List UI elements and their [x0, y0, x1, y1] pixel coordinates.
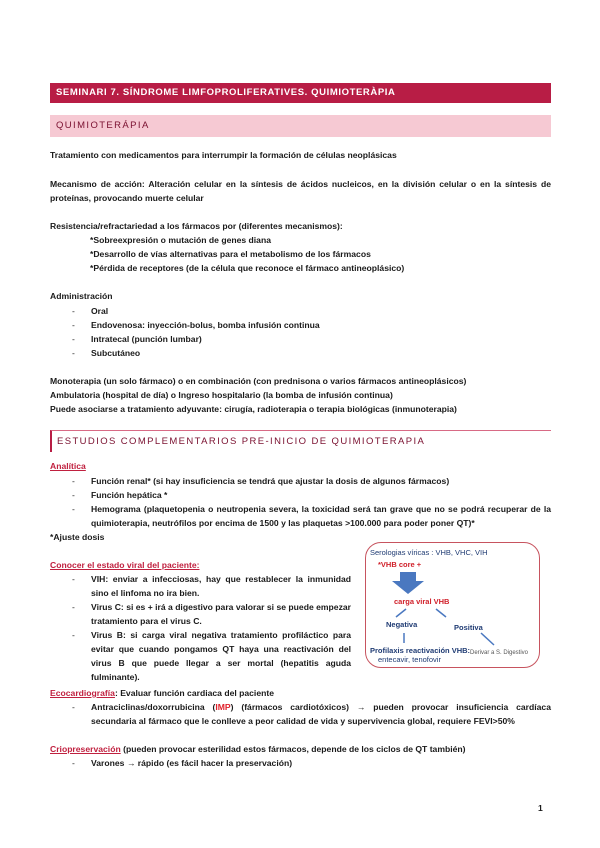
eco-line	[50, 686, 274, 700]
list-item: Función hepática *	[91, 490, 168, 500]
list-item: Endovenosa: inyección-bolus, bomba infusión continua	[91, 320, 320, 330]
mecanismo-text: Mecanismo de acción: Alteración celular en la síntesis de ácidos nucleicos, en la división celular o en la síntesis de proteínas, provocando muerte celular	[50, 179, 551, 203]
eco-heading: Ecocardiografía	[50, 688, 115, 698]
bullet-dash: -	[72, 348, 75, 358]
bullet-dash: -	[72, 630, 75, 640]
intro-text: Tratamiento con medicamentos para interrumpir la formación de células neoplásicas	[50, 150, 397, 160]
bullet-dash: -	[72, 602, 75, 612]
crio-line	[50, 742, 466, 756]
diagram-serologias: Serologias víricas : VHB, VHC, VIH	[370, 548, 488, 557]
diagram-drugs: entecavir, tenofovir	[378, 655, 441, 664]
bullet-dash: -	[72, 702, 75, 712]
bullet-dash: -	[72, 320, 75, 330]
diagram-derivar: Derivar a S. Digestivo	[470, 650, 529, 656]
bullet-dash: -	[72, 490, 75, 500]
eco-item-pre: Antraciclinas/doxorrubicina (	[91, 702, 216, 712]
list-item	[91, 700, 551, 728]
bullet-dash: -	[72, 574, 75, 584]
list-item: VIH: enviar a infecciosas, hay que restablecer la inmunidad sino el linfoma no ira bien.	[91, 574, 351, 598]
diagram-core: *VHB core +	[378, 560, 422, 569]
administracion-heading: Administración	[50, 291, 113, 301]
ajuste-note: *Ajuste dosis	[50, 532, 105, 542]
diagram-carga: carga viral VHB	[394, 597, 450, 606]
crio-heading: Criopreservación	[50, 744, 121, 754]
diagram-positiva: Positiva	[454, 623, 483, 632]
resistencia-item: *Desarrollo de vías alternativas para el metabolismo de los fármacos	[90, 249, 371, 259]
page-title: SEMINARI 7. SÍNDROME LIMFOPROLIFERATIVES. QUIMIOTERÀPIA	[50, 83, 551, 103]
adyuvante-text: Puede asociarse a tratamiento adyuvante: cirugía, radioterapia o terapia biológicas (inmunoterapia)	[50, 404, 457, 414]
eco-item-post: ) (fármacos cardiotóxicos) → pueden provocar insuficiencia cardíaca secundaria al fármaco que le conlleve a peor calidad de vida y supervivencia global, requiere FEVI>50%	[91, 702, 551, 726]
page-number: 1	[538, 803, 543, 813]
monoterapia-text: Monoterapia (un solo fármaco) o en combinación (con prednisona o varios fármacos antineoplásicos)	[50, 376, 467, 386]
list-item: Virus B: si carga viral negativa tratamiento profiláctico para evitar que cuando pongamos QT haya una reactivación del virus B que puede llegar a ser mortal (hepatitis aguda fulminante).	[91, 630, 351, 682]
list-item: Intratecal (punción lumbar)	[91, 334, 202, 344]
section-heading-estudios: ESTUDIOS COMPLEMENTARIOS PRE-INICIO DE QUIMIOTERAPIA	[50, 430, 551, 452]
resistencia-item: *Sobreexpresión o mutación de genes diana	[90, 235, 271, 245]
imp-tag: IMP	[215, 702, 231, 712]
list-item: Hemograma (plaquetopenia o neutropenia severa, la toxicidad será tan grave que no se podrá recuperar de la quimioterapia, neutrófilos por encima de 1500 y las plaquetas >100.000 para poder poner QT)*	[91, 504, 551, 528]
list-item: Subcutáneo	[91, 348, 141, 358]
bullet-dash: -	[72, 758, 75, 768]
diagram-negativa: Negativa	[386, 620, 418, 629]
bullet-dash: -	[72, 476, 75, 486]
viral-heading: Conocer el estado viral del paciente:	[50, 560, 200, 570]
resistencia-text: Resistencia/refractariedad a los fármacos por (diferentes mecanismos):	[50, 221, 343, 231]
list-item: Virus C: si es + irá a digestivo para valorar si se puede empezar tratamiento para el virus C.	[91, 602, 351, 626]
section-heading-quimioterapia: QUIMIOTERÁPIA	[50, 115, 551, 137]
diagram-profilaxis: Profilaxis reactivación VHB:	[370, 646, 471, 655]
bullet-dash: -	[72, 504, 75, 514]
crio-desc: (pueden provocar esterilidad estos fármacos, depende de los ciclos de QT también)	[120, 744, 466, 754]
hbv-flow-diagram	[365, 542, 540, 668]
ambulatoria-text: Ambulatoria (hospital de día) o Ingreso hospitalario (la bomba de infusión continua)	[50, 390, 393, 400]
eco-desc: : Evaluar función cardiaca del paciente	[114, 688, 274, 698]
analitica-heading: Analítica	[50, 461, 86, 471]
bullet-dash: -	[72, 306, 75, 316]
list-item: Oral	[91, 306, 109, 316]
bullet-dash: -	[72, 334, 75, 344]
list-item: Función renal* (si hay insuficiencia se tendrá que ajustar la dosis de algunos fármacos)	[91, 476, 450, 486]
resistencia-item: *Pérdida de receptores (de la célula que reconoce el fármaco antineoplásico)	[90, 263, 405, 273]
list-item: Varones → rápido (es fácil hacer la preservación)	[91, 758, 293, 768]
